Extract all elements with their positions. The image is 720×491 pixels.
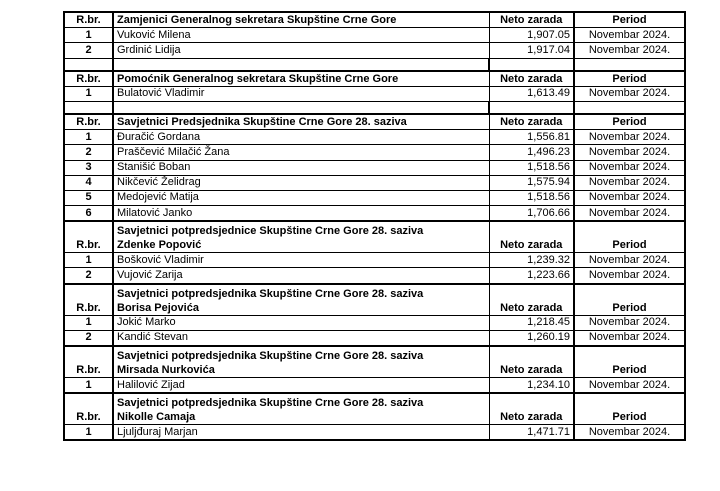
net-salary: 1,907.05 xyxy=(489,28,574,43)
period-value: Novembar 2024. xyxy=(574,175,685,190)
section-title-line: Savjetnici potpredsjednika Skupštine Crne Gore 28. saziva xyxy=(117,287,424,300)
row-number: 2 xyxy=(64,330,113,346)
section-header-row xyxy=(64,221,685,253)
net-salary: 1,496.23 xyxy=(489,145,574,160)
neto-header: Neto zarada xyxy=(489,12,574,28)
period-value: Novembar 2024. xyxy=(574,130,685,145)
employee-name: Praščević Milačić Žana xyxy=(113,145,489,160)
net-salary: 1,223.66 xyxy=(489,268,574,284)
rbr-header: R.br. xyxy=(64,393,113,425)
spacer-cell xyxy=(574,58,685,71)
spacer-cell xyxy=(64,58,113,71)
spacer-cell xyxy=(489,58,574,71)
net-salary: 1,239.32 xyxy=(489,253,574,268)
table-row xyxy=(64,130,685,145)
period-header: Period xyxy=(574,114,685,130)
rbr-header: R.br. xyxy=(64,221,113,253)
table-row xyxy=(64,190,685,205)
row-number: 1 xyxy=(64,315,113,330)
employee-name: Bošković Vladimir xyxy=(113,253,489,268)
net-salary: 1,260.19 xyxy=(489,330,574,346)
period-value: Novembar 2024. xyxy=(574,253,685,268)
section-header-row xyxy=(64,71,685,87)
section-title-line: Savjetnici potpredsjednika Skupštine Crne Gore 28. saziva xyxy=(117,350,424,362)
table-row xyxy=(64,330,685,346)
rbr-header: R.br. xyxy=(64,284,113,316)
employee-name: Nikčević Želidrag xyxy=(113,175,489,190)
section-title-line: Savjetnici potpredsjednice Skupštine Crne Gore 28. saziva xyxy=(117,225,424,238)
table-row xyxy=(64,378,685,394)
net-salary: 1,518.56 xyxy=(489,160,574,175)
neto-header: Neto zarada xyxy=(489,114,574,130)
rbr-header: R.br. xyxy=(64,12,113,28)
spacer-cell xyxy=(489,101,574,114)
table-row xyxy=(64,268,685,284)
section-title-line: Savjetnici Predsjednika Skupštine Crne Gore 28. saziva xyxy=(117,116,407,129)
neto-header: Neto zarada xyxy=(489,393,574,425)
rbr-header: R.br. xyxy=(64,114,113,130)
section-title-line-2: Nikolle Camaja xyxy=(117,411,196,424)
table-row xyxy=(64,43,685,58)
section-header-row xyxy=(64,114,685,130)
section-header-row xyxy=(64,393,685,425)
section-title xyxy=(113,114,489,130)
salary-table-body xyxy=(64,12,685,440)
section-title xyxy=(113,393,489,425)
employee-name: Đuračić Gordana xyxy=(113,130,489,145)
spacer-cell xyxy=(574,101,685,114)
section-title-line: Savjetnici potpredsjednika Skupštine Crne Gore 28. saziva xyxy=(117,397,424,410)
net-salary: 1,234.10 xyxy=(489,378,574,394)
period-header: Period xyxy=(574,346,685,378)
net-salary: 1,575.94 xyxy=(489,175,574,190)
section-title-line-2: Borisa Pejovića xyxy=(117,301,199,314)
table-row xyxy=(64,425,685,441)
net-salary: 1,613.49 xyxy=(489,86,574,101)
employee-name: Vuković Milena xyxy=(113,28,489,43)
row-number: 1 xyxy=(64,28,113,43)
table-row xyxy=(64,253,685,268)
row-number: 5 xyxy=(64,190,113,205)
neto-header: Neto zarada xyxy=(489,346,574,378)
net-salary: 1,218.45 xyxy=(489,315,574,330)
period-value: Novembar 2024. xyxy=(574,425,685,441)
neto-header: Neto zarada xyxy=(489,284,574,316)
spacer-row xyxy=(64,58,685,71)
employee-name: Jokić Marko xyxy=(113,315,489,330)
net-salary: 1,917.04 xyxy=(489,43,574,58)
row-number: 4 xyxy=(64,175,113,190)
period-value: Novembar 2024. xyxy=(574,190,685,205)
section-title-line-2: Zdenke Popović xyxy=(117,239,202,252)
employee-name: Halilović Zijad xyxy=(113,378,489,394)
period-value: Novembar 2024. xyxy=(574,315,685,330)
employee-name: Kandić Stevan xyxy=(113,330,489,346)
row-number: 1 xyxy=(64,86,113,101)
neto-header: Neto zarada xyxy=(489,221,574,253)
net-salary: 1,471.71 xyxy=(489,425,574,441)
section-title xyxy=(113,346,489,378)
period-header: Period xyxy=(574,71,685,87)
period-header: Period xyxy=(574,12,685,28)
period-value: Novembar 2024. xyxy=(574,268,685,284)
employee-name: Medojević Matija xyxy=(113,190,489,205)
section-title-line-2: Mirsada Nurkovića xyxy=(117,364,215,376)
spacer-row xyxy=(64,101,685,114)
row-number: 1 xyxy=(64,425,113,441)
table-row xyxy=(64,145,685,160)
table-row xyxy=(64,315,685,330)
neto-header: Neto zarada xyxy=(489,71,574,87)
section-title xyxy=(113,12,489,28)
table-row xyxy=(64,206,685,222)
row-number: 2 xyxy=(64,145,113,160)
employee-name: Ljuljđuraj Marjan xyxy=(113,425,489,441)
rbr-header: R.br. xyxy=(64,346,113,378)
period-header: Period xyxy=(574,284,685,316)
period-header: Period xyxy=(574,393,685,425)
period-value: Novembar 2024. xyxy=(574,206,685,222)
period-header: Period xyxy=(574,221,685,253)
period-value: Novembar 2024. xyxy=(574,160,685,175)
spacer-cell xyxy=(113,58,489,71)
period-value: Novembar 2024. xyxy=(574,86,685,101)
net-salary: 1,518.56 xyxy=(489,190,574,205)
net-salary: 1,556.81 xyxy=(489,130,574,145)
section-header-row xyxy=(64,346,685,378)
table-row xyxy=(64,175,685,190)
period-value: Novembar 2024. xyxy=(574,145,685,160)
net-salary: 1,706.66 xyxy=(489,206,574,222)
employee-name: Milatović Janko xyxy=(113,206,489,222)
salary-table xyxy=(63,11,686,441)
rbr-header: R.br. xyxy=(64,71,113,87)
period-value: Novembar 2024. xyxy=(574,378,685,394)
table-row xyxy=(64,28,685,43)
section-header-row xyxy=(64,284,685,316)
section-title xyxy=(113,71,489,87)
employee-name: Bulatović Vladimir xyxy=(113,86,489,101)
table-row xyxy=(64,86,685,101)
row-number: 1 xyxy=(64,378,113,394)
period-value: Novembar 2024. xyxy=(574,28,685,43)
spacer-cell xyxy=(113,101,489,114)
row-number: 2 xyxy=(64,268,113,284)
spacer-cell xyxy=(64,101,113,114)
employee-name: Grdinić Lidija xyxy=(113,43,489,58)
period-value: Novembar 2024. xyxy=(574,330,685,346)
row-number: 1 xyxy=(64,253,113,268)
section-title xyxy=(113,284,489,316)
section-title xyxy=(113,221,489,253)
table-row xyxy=(64,160,685,175)
section-title-line: Zamjenici Generalnog sekretara Skupštine Crne Gore xyxy=(117,14,397,27)
employee-name: Vujović Zarija xyxy=(113,268,489,284)
row-number: 1 xyxy=(64,130,113,145)
row-number: 2 xyxy=(64,43,113,58)
section-header-row xyxy=(64,12,685,28)
period-value: Novembar 2024. xyxy=(574,43,685,58)
employee-name: Stanišić Boban xyxy=(113,160,489,175)
row-number: 3 xyxy=(64,160,113,175)
row-number: 6 xyxy=(64,206,113,222)
section-title-line: Pomoćnik Generalnog sekretara Skupštine Crne Gore xyxy=(117,72,399,85)
